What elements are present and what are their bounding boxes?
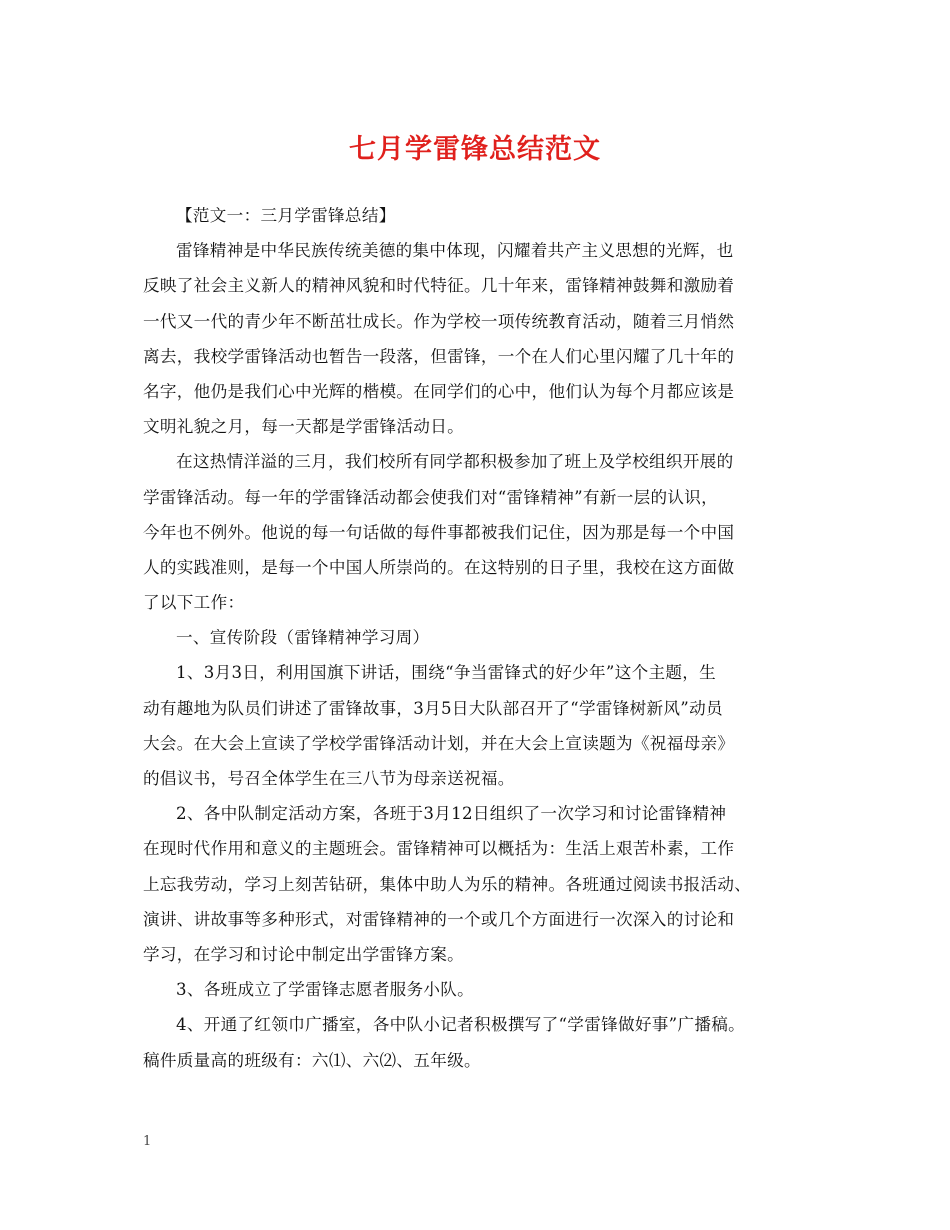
paragraph-line: 动有趣地为队员们讲述了雷锋故事，3月5日大队部召开了“学雷锋树新风”动员 <box>143 698 723 718</box>
paragraph-line: 2、各中队制定活动方案，各班于3月12日组织了一次学习和讨论雷锋精神 <box>176 804 727 824</box>
paragraph-line: 大会。在大会上宣读了学校学雷锋活动计划，并在大会上宣读题为《祝福母亲》 <box>143 733 735 753</box>
paragraph-line: 3、各班成立了学雷锋志愿者服务小队。 <box>176 980 475 1000</box>
paragraph-line: 在这热情洋溢的三月，我们校所有同学都积极参加了班上及学校组织开展的 <box>176 452 734 472</box>
paragraph-line: 反映了社会主义新人的精神风貌和时代特征。几十年来，雷锋精神鼓舞和激励着 <box>143 276 735 296</box>
paragraph-line: 了以下工作： <box>143 593 245 613</box>
paragraph-line: 稿件质量高的班级有：六⑴、六⑵、五年级。 <box>143 1050 481 1070</box>
paragraph-line: 今年也不例外。他说的每一句话做的每件事都被我们记住，因为那是每一个中国 <box>143 522 735 542</box>
paragraph-line: 上忘我劳动，学习上刻苦钻研，集体中助人为乐的精神。各班通过阅读书报活动、 <box>143 874 752 894</box>
subsection-heading: 一、宣传阶段（雷锋精神学习周） <box>176 628 430 648</box>
paragraph-line: 1、3月3日，利用国旗下讲话，围绕“争当雷锋式的好少年”这个主题，生 <box>176 663 717 683</box>
document-body <box>143 198 833 1078</box>
paragraph-line: 文明礼貌之月，每一天都是学雷锋活动日。 <box>143 417 464 437</box>
paragraph-line: 在现时代作用和意义的主题班会。雷锋精神可以概括为：生活上艰苦朴素，工作 <box>143 839 735 859</box>
paragraph-line: 4、开通了红领巾广播室，各中队小记者积极撰写了“学雷锋做好事”广播稿。 <box>176 1015 746 1035</box>
paragraph-line: 的倡议书，号召全体学生在三八节为母亲送祝福。 <box>143 769 515 788</box>
page-number: 1 <box>143 1134 152 1149</box>
paragraph-line: 雷锋精神是中华民族传统美德的集中体现，闪耀着共产主义思想的光辉，也 <box>176 241 734 261</box>
paragraph-line: 演讲、讲故事等多种形式，对雷锋精神的一个或几个方面进行一次深入的讨论和 <box>143 909 735 929</box>
paragraph-line: 名字，他仍是我们心中光辉的楷模。在同学们的心中，他们认为每个月都应该是 <box>143 381 735 401</box>
paragraph-line: 离去，我校学雷锋活动也暂告一段落，但雷锋，一个在人们心里闪耀了几十年的 <box>143 346 735 366</box>
paragraph-line: 学雷锋活动。每一年的学雷锋活动都会使我们对“雷锋精神”有新一层的认识， <box>143 487 719 507</box>
paragraph-line: 学习，在学习和讨论中制定出学雷锋方案。 <box>143 944 464 964</box>
section-heading: 【范文一：三月学雷锋总结】 <box>176 206 396 225</box>
paragraph-line: 一代又一代的青少年不断茁壮成长。作为学校一项传统教育活动，随着三月悄然 <box>143 311 735 331</box>
paragraph-line: 人的实践准则，是每一个中国人所崇尚的。在这特别的日子里，我校在这方面做 <box>143 557 735 577</box>
document-title: 七月学雷锋总结范文 <box>349 134 601 165</box>
